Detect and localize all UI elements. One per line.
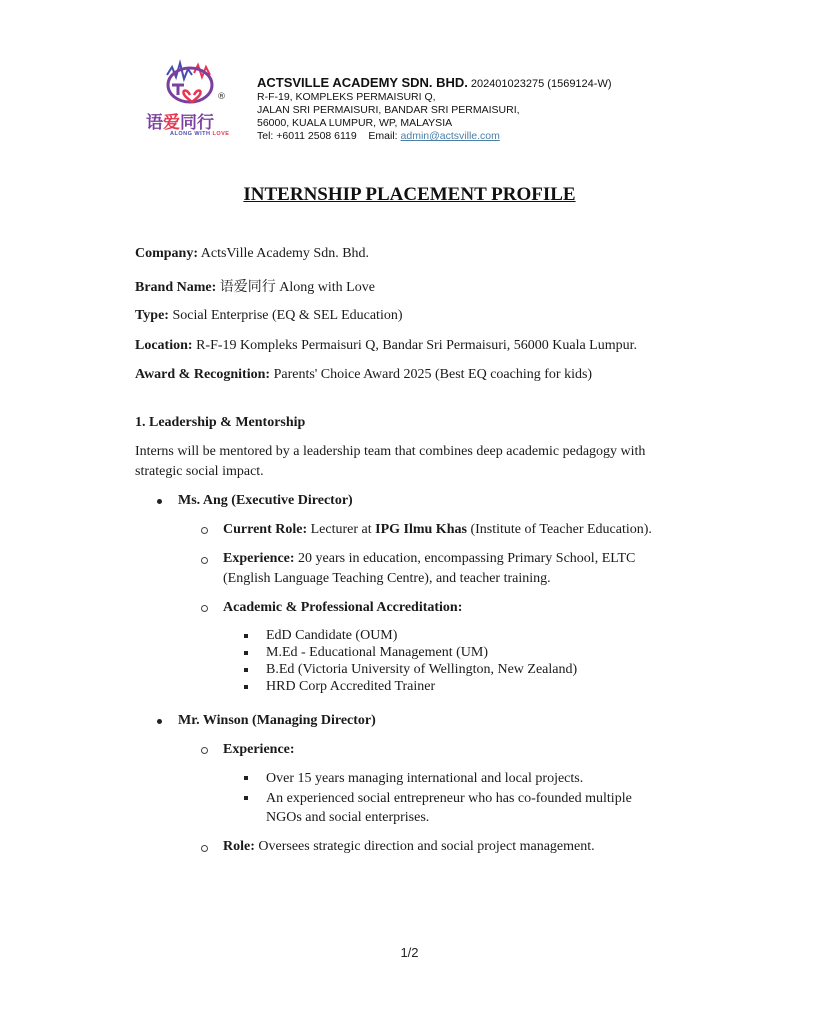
- winson-experience-heading: Experience:: [223, 742, 295, 757]
- address-line: R-F-19, KOMPLEKS PERMAISURI Q,: [257, 91, 436, 103]
- circle-bullet-icon: [201, 747, 208, 754]
- ang-experience-cont: (English Language Teaching Centre), and teacher training.: [223, 571, 551, 586]
- registration-number: 202401023275 (1569124-W): [470, 78, 612, 90]
- field-brand-name: Brand Name: 语爱同行 Along with Love: [135, 280, 375, 295]
- field-company: Company: ActsVille Academy Sdn. Bhd.: [135, 246, 370, 261]
- bullet-icon: [157, 719, 162, 724]
- bullet-icon: [157, 499, 162, 504]
- square-bullet-icon: [244, 668, 248, 672]
- ang-experience: Experience: 20 years in education, encompassing Primary School, ELTC: [223, 551, 636, 566]
- square-bullet-icon: [244, 685, 248, 689]
- company-name: ACTSVILLE ACADEMY SDN. BHD.: [257, 75, 468, 90]
- tel: Tel: +6011 2508 6119: [257, 130, 357, 142]
- accreditation-item: B.Ed (Victoria University of Wellington, New Zealand): [266, 662, 578, 677]
- page-title: INTERNSHIP PLACEMENT PROFILE: [243, 184, 576, 205]
- logo-english-text: ALONG WITH LOVE: [170, 131, 230, 137]
- square-bullet-icon: [244, 651, 248, 655]
- address-line: 56000, KUALA LUMPUR, WP, MALAYSIA: [257, 117, 453, 129]
- accreditation-heading: Academic & Professional Accreditation:: [223, 600, 463, 615]
- field-location: Location: R-F-19 Kompleks Permaisuri Q, Bandar Sri Permaisuri, 56000 Kuala Lumpur.: [135, 338, 638, 353]
- circle-bullet-icon: [201, 845, 208, 852]
- circle-bullet-icon: [201, 605, 208, 612]
- experience-item: Over 15 years managing international and local projects.: [266, 771, 584, 786]
- square-bullet-icon: [244, 776, 248, 780]
- registered-mark: ®: [217, 92, 226, 102]
- experience-item: An experienced social entrepreneur who has co-founded multiple: [266, 791, 632, 806]
- field-award: Award & Recognition: Parents' Choice Award 2025 (Best EQ coaching for kids): [135, 367, 593, 382]
- mentor-name: Ms. Ang (Executive Director): [178, 493, 353, 508]
- accreditation-item: EdD Candidate (OUM): [266, 628, 398, 643]
- experience-item-cont: NGOs and social enterprises.: [266, 810, 430, 825]
- intro-text: strategic social impact.: [135, 464, 264, 479]
- intro-text: Interns will be mentored by a leadership team that combines deep academic pedagogy with: [135, 444, 646, 459]
- accreditation-item: M.Ed - Educational Management (UM): [266, 645, 488, 660]
- section-heading: 1. Leadership & Mentorship: [135, 415, 306, 430]
- logo-chinese-text: 语爱同行: [146, 113, 214, 133]
- accreditation-item: HRD Corp Accredited Trainer: [266, 679, 436, 694]
- square-bullet-icon: [244, 796, 248, 800]
- page-number: 1/2: [400, 945, 419, 960]
- square-bullet-icon: [244, 634, 248, 638]
- email-link[interactable]: admin@actsville.com: [400, 130, 500, 142]
- ang-current-role: Current Role: Lecturer at IPG Ilmu Khas (Institute of Teacher Education).: [223, 522, 652, 537]
- field-type: Type: Social Enterprise (EQ & SEL Education): [135, 308, 403, 323]
- letterhead: ACTSVILLE ACADEMY SDN. BHD. 202401023275 (1569124-W) R-F-19, KOMPLEKS PERMAISURI Q, JALAN SRI PERMAISURI, BANDAR SRI PERMAISURI, 56000, KUALA LUMPUR, WP, MALAYSIA Tel: +6011 2508 6119 Email: admin@actsville.com: [257, 75, 612, 142]
- winson-role: Role: Oversees strategic direction and social project management.: [223, 839, 595, 854]
- address-line: JALAN SRI PERMAISURI, BANDAR SRI PERMAISURI,: [257, 104, 520, 116]
- mentor-name: Mr. Winson (Managing Director): [178, 713, 376, 728]
- circle-bullet-icon: [201, 557, 208, 564]
- circle-bullet-icon: [201, 527, 208, 534]
